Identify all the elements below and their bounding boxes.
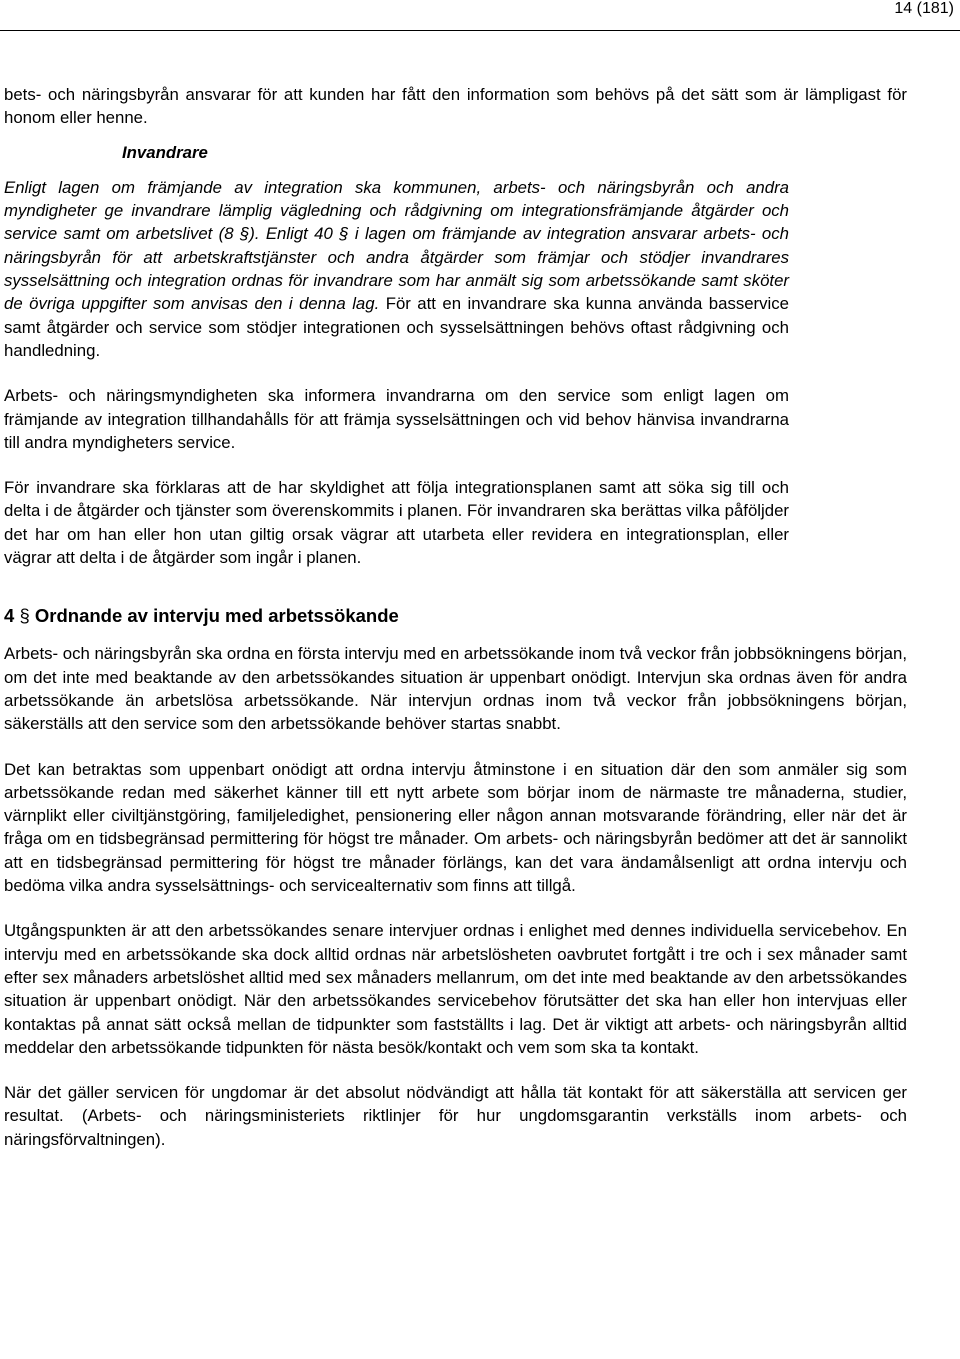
section-4-heading [4, 605, 907, 627]
section-sign: § [19, 605, 30, 627]
page-number: 14 (181) [894, 0, 954, 17]
intro-paragraph: bets- och näringsbyrån ansvarar för att kunden har fått den information som behövs på det sätt som är lämpligast för honom eller henne. [4, 85, 907, 128]
invandrare-paragraph-1-normal: För att en invandrare ska kunna använda basservice samt åtgärder och service som stödjer integrationen och sysselsättningen behövs oftast rådgivning och handledning. [4, 294, 789, 360]
section-number: 4 [4, 605, 15, 627]
document-body [4, 83, 907, 1151]
section-4-paragraph-4: När det gäller servicen för ungdomar är det absolut nödvändigt att hålla tät kontakt för att säkerställa att servicen ger resultat. (Arbets- och näringsministeriets riktlinjer för hur ungdomsgarantin verkställs inom arbets- och näringsförvaltningen). [4, 1083, 907, 1149]
invandrare-heading: Invandrare [122, 142, 208, 162]
section-4-paragraph-2: Det kan betraktas som uppenbart onödigt att ordna intervju åtminstone i en situation där den som anmäler sig som arbetssökande redan med säkerhet känner till ett nytt arbete som börjar inom de närmaste tre månaderna, studier, värnplikt eller civiltjänstgöring, familjeledighet, pensionering eller någon annan motsvarande förändring, eller när det är fråga om en tidsbegränsad permittering för högst tre månader. Om arbets- och näringsbyrån bedömer att det är sannolikt att en tidsbegränsad permittering för högst tre månader förlängs, kan det vara ändamålsenligt att ordna intervju och bedöma vilka andra sysselsättnings- och servicealternativ som finns att tillgå. [4, 759, 907, 896]
section-title: Ordnande av intervju med arbetssökande [34, 605, 399, 627]
invandrare-paragraph-2: Arbets- och näringsmyndigheten ska informera invandrarna om den service som enligt lagen om främjande av integration tillhandahålls för att främja sysselsättningen och vid behov hänvisa invandrarna till andra myndigheters service. [4, 386, 789, 452]
invandrare-paragraph-1 [4, 176, 789, 362]
section-4-paragraph-1: Arbets- och näringsbyrån ska ordna en första intervju med en arbetssökande inom två veckor från jobbsökningens början, om det inte med beaktande av den arbetssökandes situation är uppenbart onödigt. Intervjun ska ordnas även för andra arbetssökande än arbetslösa arbetssökande. När intervjun ordnas inom två veckor från jobbsökningens början, säkerställs att den service som den arbetssökande behöver startas snabbt. [4, 644, 907, 734]
header-divider [0, 30, 960, 31]
invandrare-paragraph-3: För invandrare ska förklaras att de har skyldighet att följa integrationsplanen samt att söka sig till och delta i de åtgärder och tjänster som överenskommits i planen. För invandraren ska berättas vilka påföljder det har om han eller hon utan giltig orsak vägrar att utarbeta eller revidera en integrationsplan, eller vägrar att delta i de åtgärder som ingår i planen. [4, 478, 789, 568]
section-4-paragraph-3: Utgångspunkten är att den arbetssökandes senare intervjuer ordnas i enlighet med dennes individuella servicebehov. En intervju med en arbetssökande ska dock alltid ordnas när arbetslösheten oavbrutet fortgått i tre och i sex månader samt efter sex månaders arbetslöshet alltid med sex månaders mellanrum, om det inte med beaktande av den arbetssökandes situation är uppenbart onödigt. När den arbetssökandes servicebehov förutsätter det ska han eller hon intervjuas eller kontaktas på annat sätt också mellan de tidpunkter som fastställts i lag. Det är viktigt att arbets- och näringsbyrån alltid meddelar den arbetssökande tidpunkten för nästa besök/kontakt och vem som ska ta kontakt. [4, 921, 907, 1057]
invandrare-paragraph-1-italic: Enligt lagen om främjande av integration ska kommunen, arbets- och näringsbyrån och andra myndigheter ge invandrare lämplig vägledning och rådgivning om integrationsfrämjande åtgärder och service samt om arbetslivet (8 §). Enligt 40 § i lagen om främjande av integration ansvarar arbets- och näringsbyrån för att arbetskraftstjänster och andra åtgärder som främjar och stödjer invandrares sysselsättning och integration ordnas för invandrare som har anmält sig som arbetssökande samt sköter de övriga uppgifter som anvisas den i denna lag. [4, 177, 789, 314]
